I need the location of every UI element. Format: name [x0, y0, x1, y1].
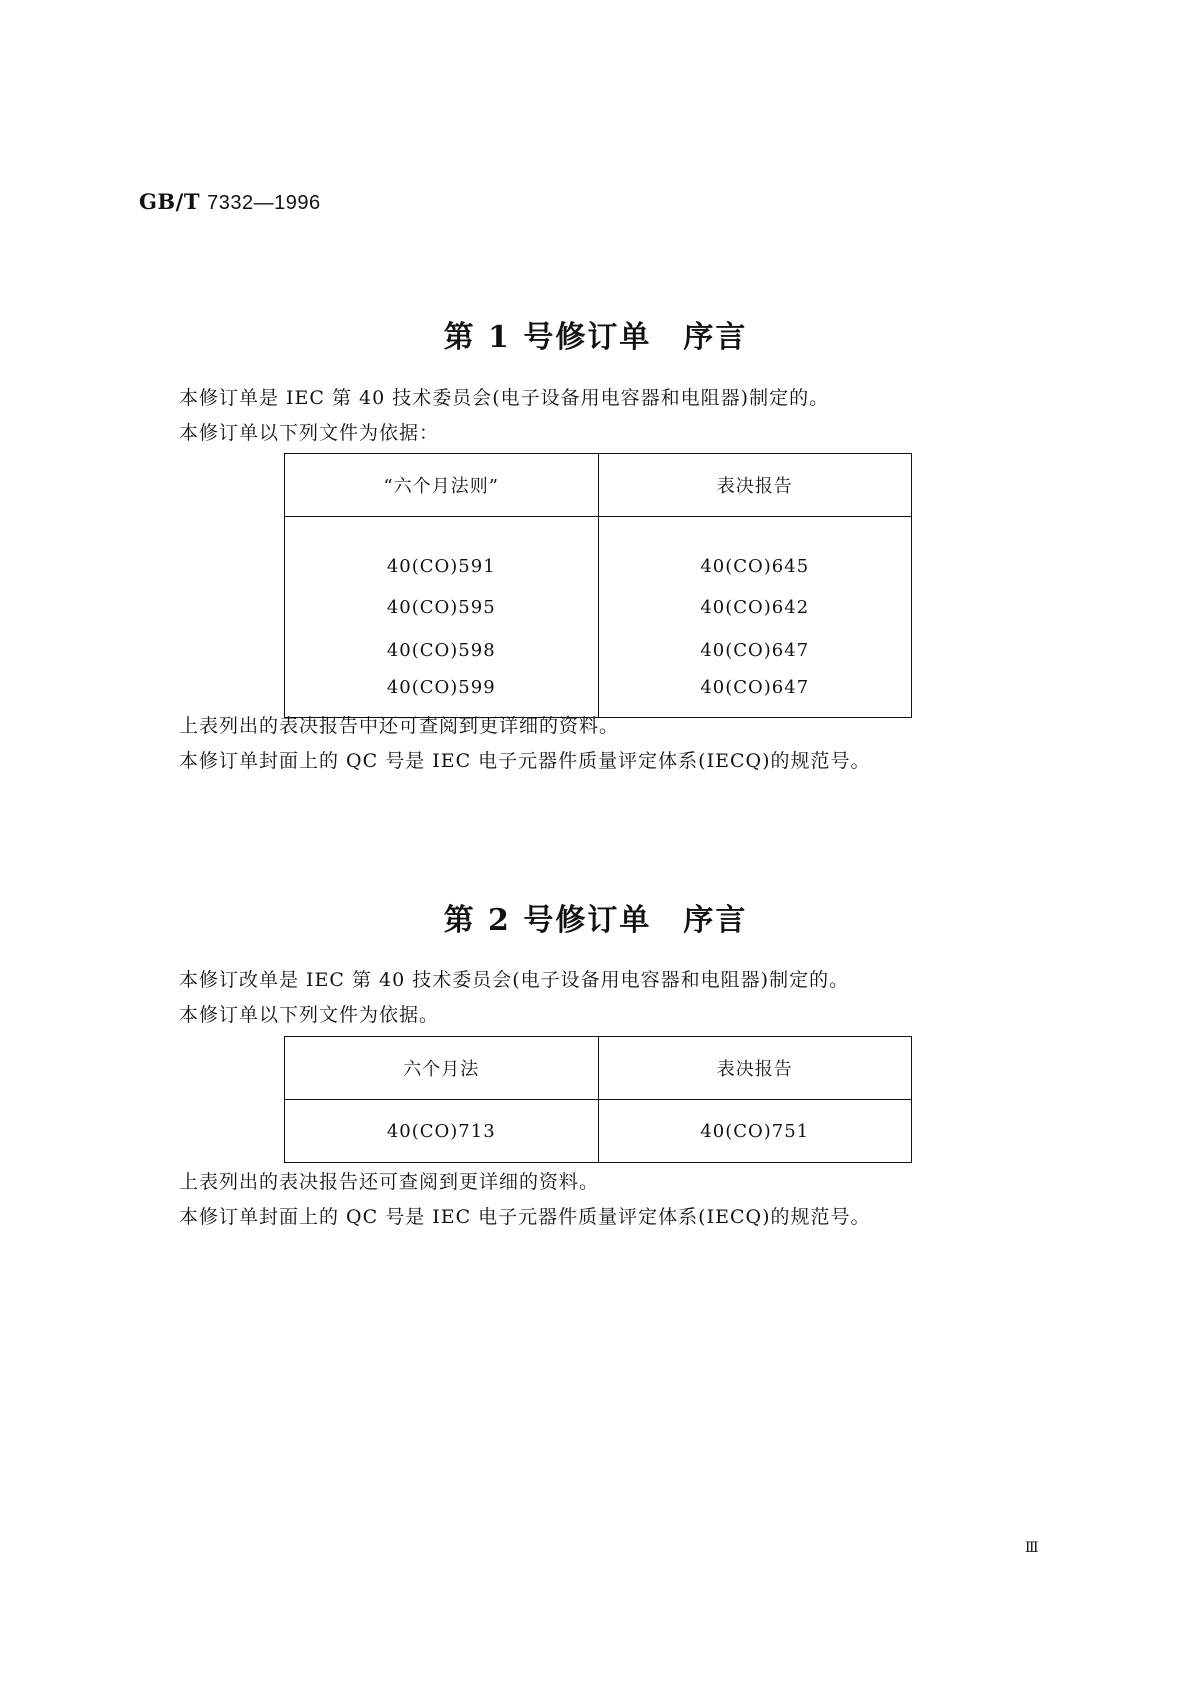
table-cell: 40(CO)599: [285, 671, 599, 718]
table-cell: 40(CO)591: [285, 517, 599, 586]
table-cell: 40(CO)751: [598, 1100, 912, 1163]
amendment-2-para-3: 上表列出的表决报告还可查阅到更详细的资料。: [179, 1171, 600, 1193]
column-header-six-month-rule: “六个月法则”: [285, 454, 599, 517]
table-row: [285, 585, 912, 629]
standard-number: 7332—1996: [207, 192, 321, 214]
column-header-voting-report: 表决报告: [598, 454, 912, 517]
amendment-1-table: [284, 453, 912, 718]
table-cell: 40(CO)642: [598, 585, 912, 629]
amendment-2-para-1: 本修订改单是 IEC 第 40 技术委员会(电子设备用电容器和电阻器)制定的。: [179, 969, 850, 991]
table-cell: 40(CO)595: [285, 585, 599, 629]
amendment-1-para-2: 本修订单以下列文件为依据：: [179, 422, 440, 444]
standard-header: [139, 189, 321, 215]
table-header-row: [285, 1037, 912, 1100]
table-row: [285, 517, 912, 586]
table-cell: 40(CO)598: [285, 629, 599, 671]
table-row: [285, 629, 912, 671]
table-cell: 40(CO)647: [598, 671, 912, 718]
amendment-1-para-4: 本修订单封面上的 QC 号是 IEC 电子元器件质量评定体系(IECQ)的规范号。: [179, 750, 871, 772]
amendment-2-para-4: 本修订单封面上的 QC 号是 IEC 电子元器件质量评定体系(IECQ)的规范号。: [179, 1206, 871, 1228]
column-header-six-month-rule: 六个月法: [285, 1037, 599, 1100]
amendment-1-para-3: 上表列出的表决报告中还可查阅到更详细的资料。: [179, 715, 620, 737]
amendment-1-title: 第 1 号修订单 序言: [443, 320, 748, 355]
table-header-row: [285, 454, 912, 517]
amendment-2-title: 第 2 号修订单 序言: [443, 903, 748, 938]
amendment-2-table: [284, 1036, 912, 1163]
column-header-voting-report: 表决报告: [598, 1037, 912, 1100]
amendment-1-para-1: 本修订单是 IEC 第 40 技术委员会(电子设备用电容器和电阻器)制定的。: [179, 387, 830, 409]
table-row: [285, 1100, 912, 1163]
table-cell: 40(CO)647: [598, 629, 912, 671]
standard-code: GB/T: [139, 189, 200, 214]
amendment-2-para-2: 本修订单以下列文件为依据。: [179, 1004, 440, 1026]
table-cell: 40(CO)645: [598, 517, 912, 586]
page-number: Ⅲ: [1025, 1540, 1039, 1556]
table-cell: 40(CO)713: [285, 1100, 599, 1163]
